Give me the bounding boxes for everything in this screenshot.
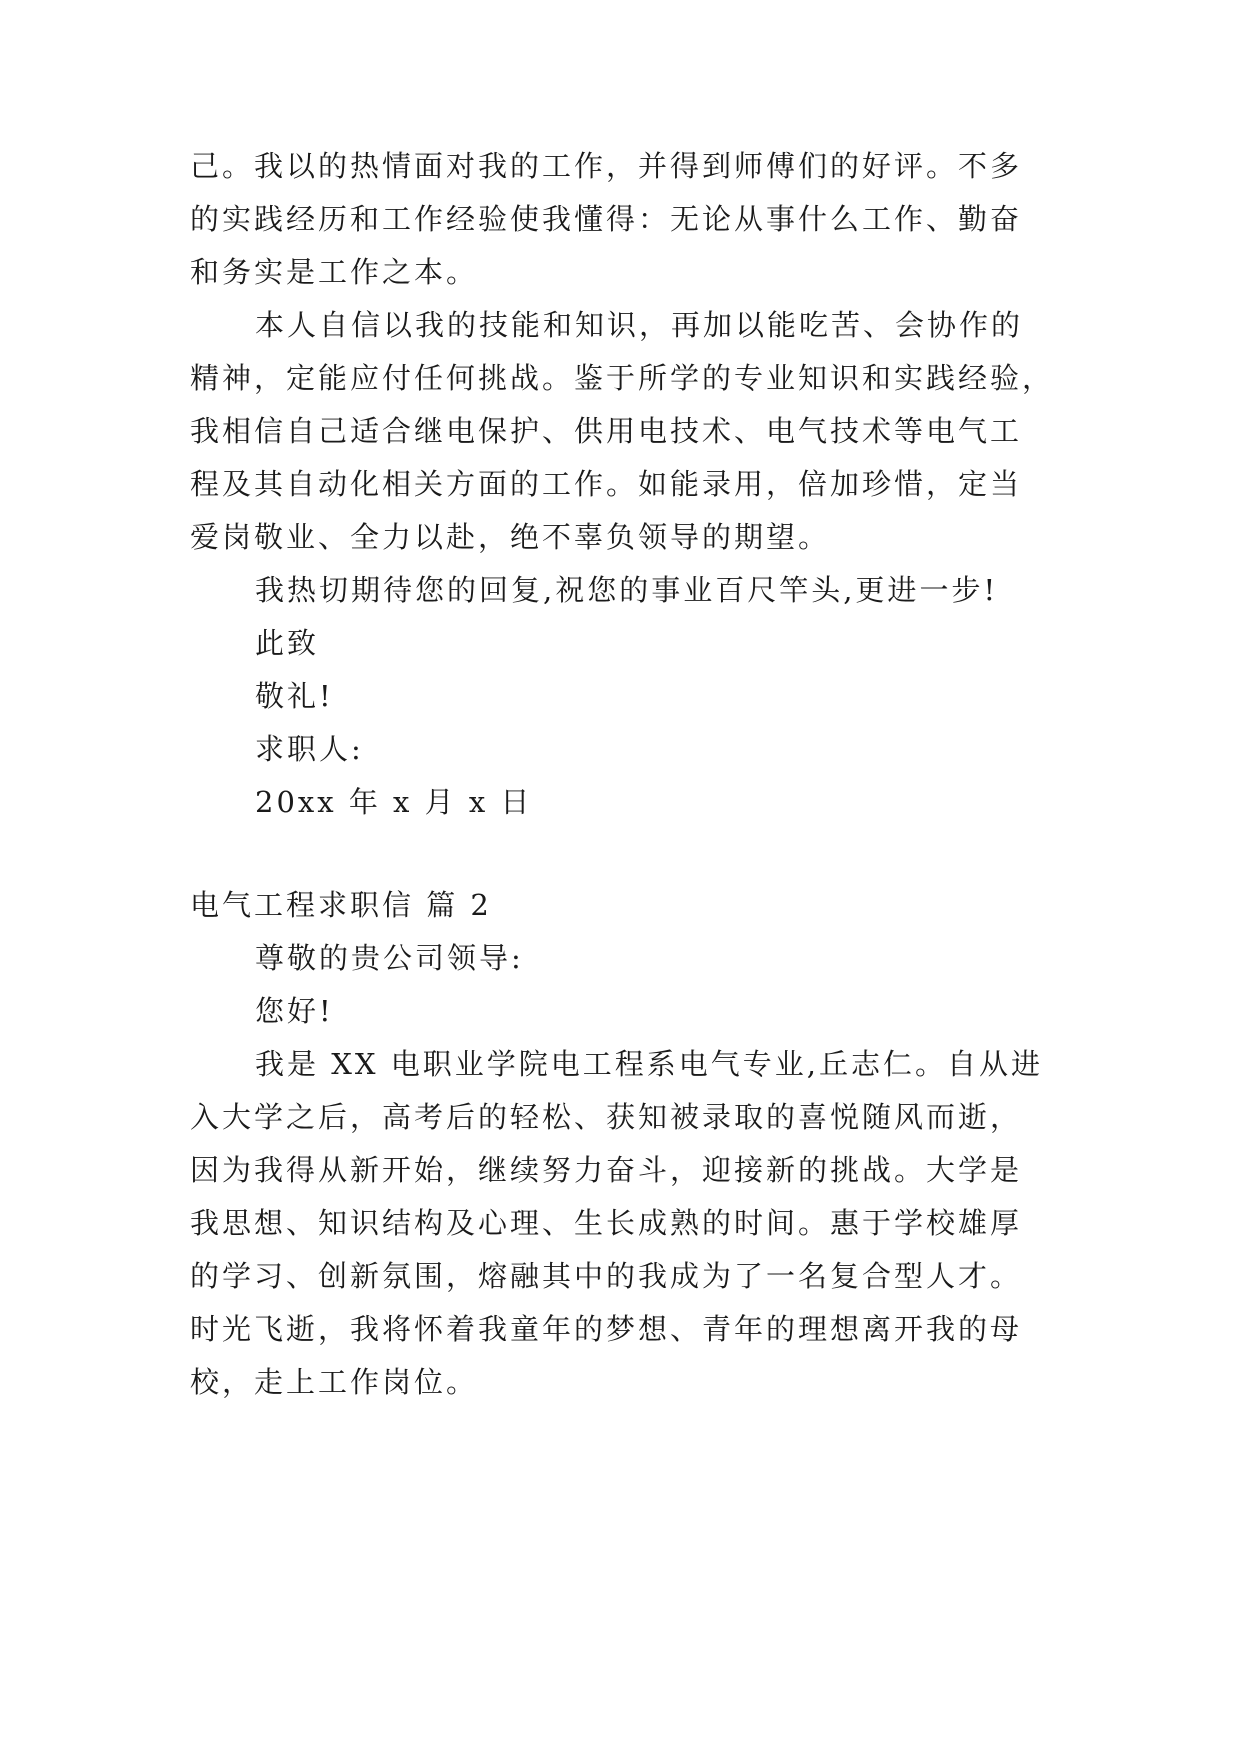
closing-wish: 我热切期待您的回复,祝您的事业百尺竿头,更进一步!: [255, 573, 999, 607]
body-text-line: 程及其自动化相关方面的工作。如能录用，倍加珍惜，定当: [190, 467, 1023, 501]
letter-date: 20xx 年 x 月 x 日: [255, 785, 533, 819]
body-text-line: 精神，定能应付任何挑战。鉴于所学的专业知识和实践经验，: [190, 361, 1055, 395]
body-text-line: 我思想、知识结构及心理、生长成熟的时间。惠于学校雄厚: [190, 1206, 1023, 1240]
body-text-line: 我是 XX 电职业学院电工程系电气专业,丘志仁。自从进: [255, 1047, 1043, 1081]
salutation-jing-li: 敬礼!: [255, 679, 334, 713]
body-text-line: 我相信自己适合继电保护、供用电技术、电气技术等电气工: [190, 414, 1023, 448]
body-text-line: 和务实是工作之本。: [190, 255, 479, 289]
signature-label: 求职人:: [255, 732, 364, 766]
body-text-line: 爱岗敬业、全力以赴，绝不辜负领导的期望。: [190, 520, 831, 554]
salutation-ci-zhi: 此致: [255, 626, 320, 660]
greeting-line: 尊敬的贵公司领导:: [255, 941, 524, 975]
body-text-line: 本人自信以我的技能和知识，再加以能吃苦、会协作的: [255, 308, 1024, 342]
body-text-line: 入大学之后，高考后的轻松、获知被录取的喜悦随风而逝，: [190, 1100, 1023, 1134]
body-text-line: 的实践经历和工作经验使我懂得：无论从事什么工作、勤奋: [190, 202, 1023, 236]
hello-line: 您好!: [255, 994, 334, 1028]
body-text-line: 己。我以的热情面对我的工作，并得到师傅们的好评。不多: [190, 149, 1023, 183]
body-text-line: 校，走上工作岗位。: [190, 1365, 479, 1399]
section-heading: 电气工程求职信 篇 2: [190, 888, 492, 922]
body-text-line: 因为我得从新开始，继续努力奋斗，迎接新的挑战。大学是: [190, 1153, 1023, 1187]
body-text-line: 时光飞逝，我将怀着我童年的梦想、青年的理想离开我的母: [190, 1312, 1023, 1346]
body-text-line: 的学习、创新氛围，熔融其中的我成为了一名复合型人才。: [190, 1259, 1023, 1293]
